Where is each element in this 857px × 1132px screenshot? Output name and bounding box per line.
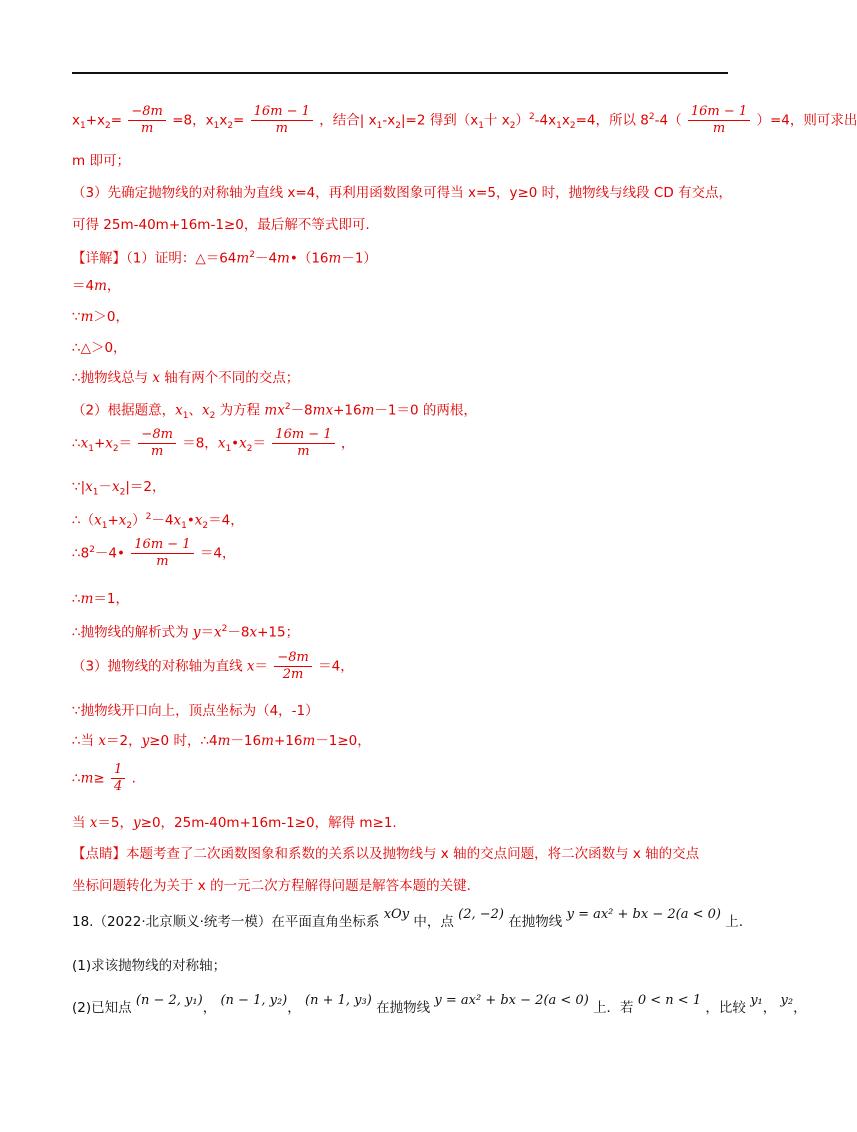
text: ＝8，: [182, 435, 218, 452]
subscript: 2: [509, 121, 516, 132]
text: |＝2，: [125, 479, 166, 495]
text: 中，点: [413, 914, 454, 930]
variable: x: [112, 479, 120, 495]
subscript: 2: [227, 121, 234, 132]
text: .: [131, 770, 136, 787]
text: ＝4: [72, 278, 95, 294]
text: －8: [290, 402, 313, 419]
subscript: 2: [569, 121, 576, 132]
text: ，比较: [705, 1000, 746, 1016]
text: •: [231, 435, 240, 452]
text: +16: [273, 733, 303, 749]
math: (n − 1, y₂): [220, 993, 288, 1008]
text: ≥0，25m-40m+16m-1≥0，解得 m≥1.: [140, 815, 397, 831]
text: +: [107, 512, 119, 529]
variable: m: [361, 402, 375, 419]
text: =: [233, 112, 245, 129]
subscript: 1: [556, 121, 562, 132]
analysis-line-3: （3）先确定抛物线的对称轴为直线 x=4，再利用函数图象可得当 x=5，y≥0 时，抛物线与线段 CD 有交点，: [72, 185, 733, 201]
subscript: 2: [112, 444, 119, 455]
text: ＝5，: [97, 815, 134, 831]
variable: m: [302, 733, 316, 749]
subscript: 1: [92, 487, 99, 498]
text: •（16: [289, 250, 329, 267]
text: ＝2，: [106, 733, 142, 749]
text: 为方程: [215, 402, 265, 419]
analysis-line-1: [72, 104, 857, 137]
detail-line-14: ∵抛物线开口向上，顶点坐标为（4，-1）: [72, 703, 319, 719]
denominator: m: [151, 444, 164, 459]
denominator: 4: [114, 779, 123, 794]
detail-line-17: [72, 814, 397, 832]
variable: m: [217, 733, 231, 749]
superscript: 2: [284, 402, 291, 412]
subscript: 2: [246, 444, 253, 455]
denominator: m: [156, 554, 169, 569]
numerator: −8m: [138, 427, 176, 444]
text: （3）抛物线的对称轴为直线: [72, 658, 247, 675]
text: ∴: [72, 770, 81, 787]
comment-line-1: 【点睛】本题考查了二次函数图象和系数的关系以及抛物线与 x 轴的交点问题，将二次函数与 x 轴的交点: [72, 846, 700, 862]
text: ）: [132, 512, 146, 529]
numerator: 16m − 1: [251, 104, 313, 121]
text: ＝4，: [208, 512, 244, 529]
numerator: 16m − 1: [688, 104, 750, 121]
text: -4x: [534, 112, 557, 129]
subscript: 1: [88, 444, 94, 455]
text: ∴8: [72, 545, 90, 562]
text: －1≥0，: [315, 733, 371, 749]
math: xOy: [383, 907, 410, 922]
text: x: [219, 112, 228, 129]
detail-line-3: [72, 308, 129, 326]
subscript: 1: [213, 121, 220, 132]
math: (n − 2, y₁): [135, 993, 203, 1008]
detail-line-15: [72, 732, 371, 750]
text: ∴抛物线的解析式为: [72, 624, 193, 641]
text: -4（: [654, 112, 682, 129]
text: ＝: [200, 624, 215, 641]
text: ≥: [93, 770, 105, 787]
subscript: 1: [181, 521, 187, 532]
text: ，: [106, 278, 121, 294]
math: (2, −2): [458, 907, 504, 922]
text: ）: [515, 112, 529, 129]
detail-line-11: [72, 590, 129, 608]
fraction: [131, 537, 193, 570]
question-18-part-1: (1)求该抛物线的对称轴；: [72, 958, 227, 974]
section-tag: 【详解】: [72, 250, 126, 267]
variable: x: [89, 815, 98, 831]
fraction: [138, 427, 176, 460]
question-18-stem: [72, 907, 744, 932]
numerator: −8m: [274, 650, 312, 667]
numerator: −8m: [128, 104, 166, 121]
text: －4•: [94, 545, 125, 562]
numerator: 16m − 1: [272, 427, 334, 444]
text: ∵|: [72, 479, 86, 495]
variable: m: [328, 250, 342, 267]
variable: x: [239, 435, 247, 452]
fraction: [272, 427, 334, 460]
text: =8，x: [172, 112, 214, 129]
subscript: 1: [478, 121, 484, 132]
text: 十 x: [483, 112, 510, 129]
comment-line-2: 坐标问题转化为关于 x 的一元二次方程解得问题是解答本题的关键.: [72, 878, 471, 894]
subscript: 1: [101, 521, 108, 532]
text: ）=4，则可求出: [756, 112, 857, 129]
text: ∴: [72, 435, 81, 452]
text: 上．若: [593, 1000, 634, 1016]
detail-line-6: [72, 398, 477, 425]
subscript: 2: [105, 121, 111, 132]
text: +16: [333, 402, 362, 419]
fraction: [251, 104, 313, 137]
text: 18.（2022·北京顺义·统考一模）在平面直角坐标系: [72, 914, 380, 930]
text: •: [186, 512, 195, 529]
subscript: 2: [126, 521, 133, 532]
detail-line-2: [72, 277, 120, 295]
text: 轴有两个不同的交点；: [160, 370, 300, 386]
text: ≥0 时，∴4: [149, 733, 218, 749]
variable: x: [217, 435, 226, 452]
variable: m: [277, 250, 290, 267]
fraction: [128, 104, 166, 137]
variable: mx: [312, 402, 334, 419]
variable: x: [194, 512, 203, 529]
subscript: 1: [182, 411, 189, 422]
denominator: m: [140, 121, 154, 136]
analysis-line-2: m 即可；: [72, 153, 130, 169]
header-rule: [72, 72, 728, 74]
subscript: 2: [119, 487, 126, 498]
variable: x: [80, 435, 89, 452]
text: |=2 得到（x: [400, 112, 479, 129]
fraction: [274, 650, 312, 683]
text: 、: [188, 402, 202, 419]
fraction: [111, 762, 125, 795]
variable: y: [133, 815, 141, 831]
text: ＝4，: [318, 658, 354, 675]
variable: x: [201, 402, 210, 419]
text: 当: [72, 815, 90, 831]
variable: mx: [264, 402, 285, 419]
denominator: m: [297, 444, 310, 459]
numerator: 1: [111, 762, 125, 779]
denominator: m: [275, 121, 288, 136]
superscript: 2: [221, 624, 228, 634]
text: x: [561, 112, 570, 129]
text: ∵: [72, 309, 81, 325]
variable: x: [246, 658, 255, 675]
detail-line-1: [72, 246, 377, 268]
superscript: 2: [528, 112, 535, 122]
text: －8: [227, 624, 250, 641]
variable: x: [98, 733, 107, 749]
text: ，: [793, 1000, 807, 1016]
text: －: [98, 479, 112, 495]
text: ＝: [254, 658, 269, 675]
text: ＝1，: [93, 591, 129, 607]
numerator: 16m − 1: [131, 537, 193, 554]
superscript: 2: [89, 545, 95, 555]
subscript: 1: [80, 121, 86, 132]
text: 在抛物线: [376, 1000, 431, 1016]
text: ＝4，: [199, 545, 236, 562]
text: ∴: [72, 591, 81, 607]
text: x: [72, 112, 80, 129]
text: ，结合| x: [319, 112, 377, 129]
variable: x: [85, 479, 93, 495]
question-18-part-2: [72, 993, 807, 1018]
math: y₂: [780, 993, 794, 1008]
detail-line-10: [72, 537, 235, 570]
text: ＞0，: [93, 309, 129, 325]
subscript: 2: [395, 121, 401, 132]
text: ∴抛物线总与: [72, 370, 153, 386]
detail-line-16: [72, 762, 136, 795]
text: =4，所以 8: [575, 112, 649, 129]
subscript: 1: [376, 121, 383, 132]
variable: y: [192, 624, 201, 641]
variable: x: [94, 512, 102, 529]
text: ，: [287, 1000, 301, 1016]
text: ∴（: [72, 512, 95, 529]
text: ＝: [252, 435, 266, 452]
variable: x: [152, 370, 161, 386]
text: －4: [151, 512, 174, 529]
text: 上.: [725, 914, 744, 930]
variable: m: [261, 733, 274, 749]
detail-line-12: [72, 620, 299, 642]
text: ，: [202, 1000, 217, 1016]
text: +15；: [257, 624, 300, 641]
text: ∴当: [72, 733, 99, 749]
text: =: [110, 112, 123, 129]
text: －16: [230, 733, 262, 749]
detail-line-4: ∴△＞0，: [72, 340, 127, 356]
variable: m: [236, 250, 250, 267]
detail-line-8: [72, 478, 166, 502]
text: －4: [254, 250, 278, 267]
text: ＝: [118, 435, 133, 452]
math: 0 < n < 1: [637, 993, 702, 1008]
analysis-line-4: 可得 25m-40m+16m-1≥0，最后解不等式即可.: [72, 217, 370, 233]
superscript: 2: [249, 250, 255, 260]
variable: x: [105, 435, 113, 452]
text: （2）根据题意，: [72, 402, 176, 419]
text: ，: [762, 1000, 777, 1016]
subscript: 2: [202, 521, 209, 532]
variable: x: [214, 624, 222, 641]
denominator: m: [712, 121, 726, 136]
subscript: 1: [225, 444, 232, 455]
variable: m: [80, 770, 94, 787]
text: （1）证明：△＝64: [126, 250, 237, 267]
superscript: 2: [648, 112, 655, 122]
math: (n + 1, y₃): [305, 993, 372, 1008]
text: +x: [85, 112, 106, 129]
variable: m: [80, 309, 94, 325]
variable: m: [94, 278, 107, 294]
variable: x: [175, 402, 183, 419]
detail-line-7: [72, 427, 354, 460]
detail-line-9: [72, 508, 244, 535]
text: －1＝0 的两根，: [374, 402, 477, 419]
math: y₁: [750, 993, 763, 1008]
text: (2)已知点: [72, 1000, 132, 1016]
denominator: 2m: [282, 667, 304, 682]
variable: m: [80, 591, 94, 607]
variable: x: [118, 512, 127, 529]
superscript: 2: [145, 512, 152, 522]
text: +: [93, 435, 106, 452]
variable: x: [173, 512, 182, 529]
text: 在抛物线: [508, 914, 563, 930]
subscript: 2: [209, 411, 216, 422]
math: y = ax² + bx − 2(a < 0): [566, 907, 721, 922]
fraction: [688, 104, 750, 137]
variable: y: [141, 733, 150, 749]
detail-line-13: [72, 650, 354, 683]
variable: x: [249, 624, 258, 641]
text: －1）: [341, 250, 377, 267]
text: ，: [340, 435, 355, 452]
text: -x: [382, 112, 396, 129]
math: y = ax² + bx − 2(a < 0): [434, 993, 589, 1008]
detail-line-5: [72, 369, 299, 387]
